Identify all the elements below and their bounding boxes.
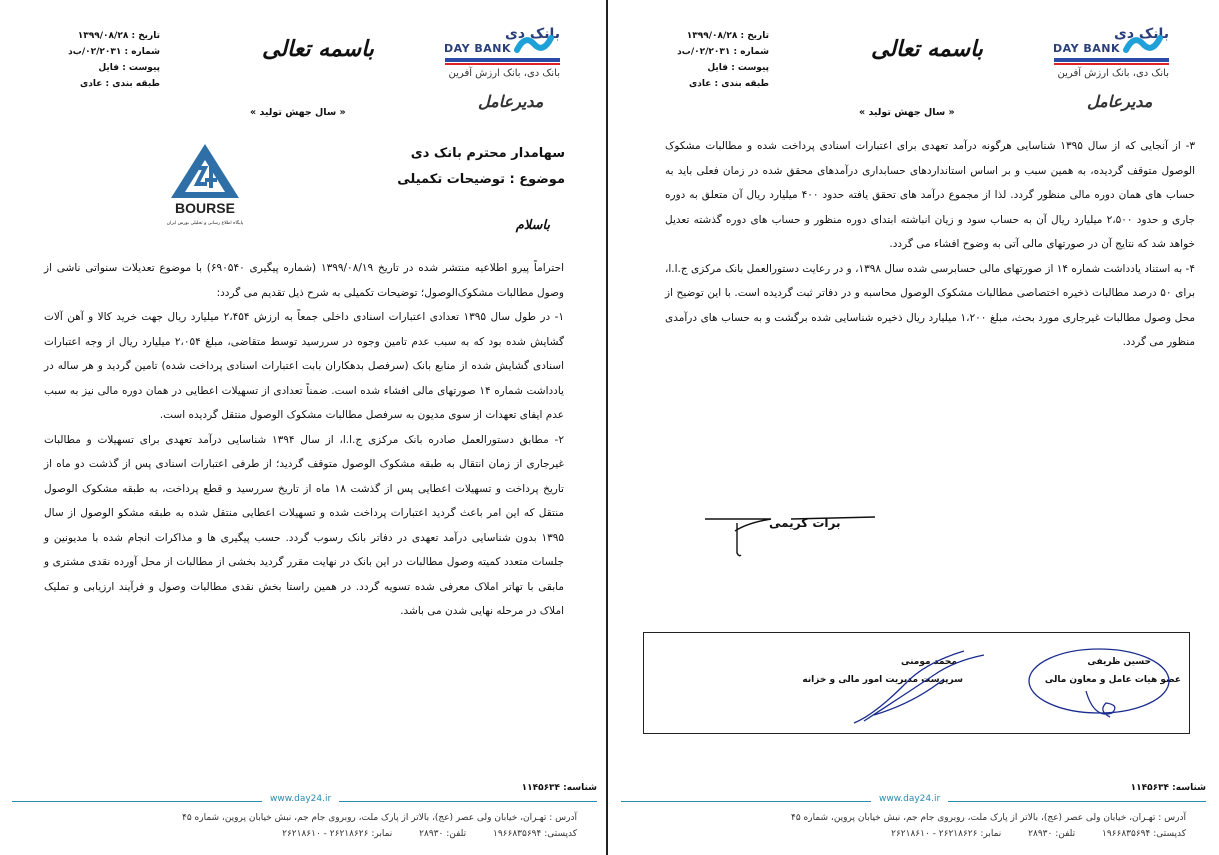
letter-meta (639, 28, 769, 92)
shenase-label: شناسه: ۱۱۴۵۶۳۴ (521, 783, 597, 793)
signature-2-scribble (844, 645, 994, 729)
item-2-paragraph: ۲- مطابق دستورالعمل صادره بانک مرکزی ج.ا.ا، از سال ۱۳۹۴ شناسایی درآمد تعهدی برای تسهیلات و مطالبات غیرجاری از زمان انتقال به طبقه مشکوک الوصول متوقف گردید؛ از طرفی اعتبارات اسنادی پس از گذشت دو ماه از تاریخ پرداخت و تسهیلات اعطایی پس از گذشت ۱۸ ماه از تاریخ سررسید و قطع پرداخت، به طبقه مشکوک الوصول منتقل که این امر باعث گردید اعتبارات پرداخت شده و تسهیلات اعطایی منتقل شده به طبقه مشکو الوصول از سال ۱۳۹۵ بدون شناسایی درآمد تعهدی در دفاتر بانک رسوب گردد. حسب پیگیری ها و مذاکرات انجام شده با مدیونین و جلسات متعدد کمیته وصول مطالبات در این بانک در نهایت مقرر گردید بخشی از مطالبات از محل آورده نقدی مشتری و مابقی با تهاتر املاک معرفی شده تسویه گردد. در همین راستا بخش نقدی مطالبات وصول و فرآیند ارزیابی و تملیک املاک در مرحله نهایی شدن می باشد. (44, 433, 564, 617)
classification-label: طبقه بندی : عادی (689, 79, 769, 89)
date-label: تاریخ : ۱۳۹۹/۰۸/۲۸ (77, 31, 160, 41)
bank-name-fa: بانک دی (505, 26, 560, 42)
salutation: باسلام (515, 218, 550, 233)
subject: موضوع : توضیحات تکمیلی (397, 172, 565, 187)
ceo-title: مدیرعامل (1087, 92, 1153, 111)
handwritten-signature (701, 505, 881, 560)
ceo-title: مدیرعامل (478, 92, 544, 111)
brand-bar (445, 58, 560, 62)
phone-number: تلفن: ۲۸۹۳۰ (1028, 829, 1076, 839)
contact-line (258, 829, 577, 839)
attachment-label: پیوست : فایل (98, 63, 160, 73)
intro-paragraph: احتراماً پیرو اطلاعیه منتشر شده در تاریخ ۱۳۹۹/۰۸/۱۹ (شماره پیگیری ۶۹۰۵۴۰) با موضوع تعدیلات سنواتی ناشی از وصول مطالبات مشکوک‌الوصول؛ توضیحات تکمیلی به شرح ذیل تقدیم می گردد: (44, 262, 564, 299)
signer-2-title: سرپرست مدیریت امور مالی و خزانه (802, 675, 963, 685)
contact-line (867, 829, 1186, 839)
year-motto: « سال جهش تولید » (859, 107, 955, 118)
brand-bar (1054, 58, 1169, 62)
letter-footer-2 (621, 768, 1206, 848)
shenase-label: شناسه: ۱۱۴۵۶۳۴ (1130, 783, 1206, 793)
brand-bar-accent (445, 63, 560, 65)
letter-meta (30, 28, 160, 92)
bourse-logo (155, 140, 255, 230)
signer-1-name: حسین ظریفی (1087, 657, 1151, 667)
signer-name: برات کریمی (769, 516, 841, 530)
recipient: سهامدار محترم بانک دی (410, 146, 565, 161)
phone-number: تلفن: ۲۸۹۳۰ (419, 829, 467, 839)
bourse-logo-subtitle: پایگاه اطلاع رسانی و تحلیلی بورس ایران (166, 221, 244, 226)
address-text: آدرس : تهـران، خیابان ولی عصر (عج)، بالاتر از پارک ملت، روبروی جام جم، نبش خیابان پروین، شماره ۴۵ (181, 813, 577, 823)
bank-name-fa: بانک دی (1114, 26, 1169, 42)
letter-page-1 (0, 0, 607, 855)
signer-2-name: محمد مومنی (901, 657, 957, 667)
bismillah-calligraphy: باسمه تعالی (262, 36, 374, 62)
fax-number: نمابر: ۲۶۲۱۸۶۲۶ - ۲۶۲۱۸۶۱۰ (282, 829, 393, 839)
item-4-paragraph: ۴- به استناد یادداشت شماره ۱۴ از صورتهای مالی حسابرسی شده سال ۱۳۹۸، و در رعایت دستورالعمل بانک مرکزی ج.ا.ا، برای ۵۰ درصد مطالبات ذخیره اختصاصی مطالبات مشکوک الوصول محاسبه و در دفاتر ثبت گردیده است. با این توضیح از محل وصول مطالبات غیرجاری مورد بحث، مبلغ ۱،۲۰۰ میلیارد ریال ذخیره شناسایی شده برگشت و به حساب های درآمدی منظور می گردد. (665, 262, 1195, 348)
signature-1-scribble (1024, 639, 1174, 727)
year-motto: « سال جهش تولید » (250, 107, 346, 118)
address-text: آدرس : تهـران، خیابان ولی عصر (عج)، بالاتر از پارک ملت، روبروی جام جم، نبش خیابان پروین، شماره ۴۵ (790, 813, 1186, 823)
bank-name-en: DAY BANK (1053, 42, 1121, 55)
bismillah-calligraphy: باسمه تعالی (871, 36, 983, 62)
page-divider (606, 0, 608, 855)
postal-code: کدپستی: ۱۹۶۶۸۳۵۶۹۴ (1102, 829, 1186, 839)
fax-number: نمابر: ۲۶۲۱۸۶۲۶ - ۲۶۲۱۸۶۱۰ (891, 829, 1002, 839)
classification-label: طبقه بندی : عادی (80, 79, 160, 89)
date-label: تاریخ : ۱۳۹۹/۰۸/۲۸ (686, 31, 769, 41)
signer-1-title: عضو هیات عامل و معاون مالی (1044, 675, 1181, 685)
bank-name-en: DAY BANK (444, 42, 512, 55)
day-bank-icon (1122, 32, 1164, 56)
website-link[interactable]: www.day24.ir (871, 794, 948, 804)
postal-code: کدپستی: ۱۹۶۶۸۳۵۶۹۴ (493, 829, 577, 839)
letter-body-1 (44, 256, 564, 624)
bank-slogan: بانک دی، بانک ارزش آفرین (448, 68, 560, 79)
bank-slogan: بانک دی، بانک ارزش آفرین (1057, 68, 1169, 79)
signature-box (643, 632, 1190, 734)
bourse-logo-text: BOURSE (175, 200, 235, 216)
letter-page-2 (609, 0, 1219, 855)
number-label: شماره : ۰۲/۲۰۳۱/ب‌د (677, 47, 769, 57)
brand-bar-accent (1054, 63, 1169, 65)
item-1-paragraph: ۱- در طول سال ۱۳۹۵ تعدادی اعتبارات اسنادی داخلی جمعاً به ارزش ۲،۴۵۴ میلیارد ریال جهت خرید کالا و آهن آلات گشایش شده بود که به سبب عدم تامین وجوه در سررسید توسط متقاضی، مبلغ ۲،۰۵۴ میلیارد ریال از وجه اعتبارات اسنادی گشایش شده از منابع بانک (سرفصل بدهکاران بابت اعتبارات اسنادی پرداخت شده) تامین گردید و هر ساله در یادداشت شماره ۱۴ صورتهای مالی افشاء شده است. ضمناً تعدادی از تسهیلات اعطایی در همان دوره مالی نیز به سبب عدم ایفای تعهدات از سوی مدیون به سرفصل مطالبات مشکوک الوصول منتقل گردیده است. (44, 311, 564, 421)
number-label: شماره : ۰۲/۲۰۳۱/ب‌د (68, 47, 160, 57)
attachment-label: پیوست : فایل (707, 63, 769, 73)
item-3-paragraph: ۳- از آنجایی که از سال ۱۳۹۵ شناسایی هرگونه درآمد تعهدی برای اعتبارات اسنادی پرداخت شده و مطالبات مشکوک الوصول متوقف گردیده، به همین سبب و بر اساس استانداردهای حسابداری درآمدهای محقق شده در زمان فعلی باید به حساب های همان دوره مالی منظور گردد. لذا از مجموع درآمد های تحقق یافته حدود ۴۰۰ میلیارد ریال آن متعلق به دوره جاری و حدود ۲،۵۰۰ میلیارد ریال آن به حساب سود و زیان انباشته ابتدای دوره منظور و حساب های دوره گذشته تعدیل خواهد شد که نتایج آن در صورتهای مالی آتی به وضوح افشاء می گردد. (665, 140, 1196, 250)
letter-footer-1 (12, 768, 597, 848)
day-bank-icon (513, 32, 555, 56)
website-link[interactable]: www.day24.ir (262, 794, 339, 804)
letter-body-2 (665, 134, 1195, 355)
